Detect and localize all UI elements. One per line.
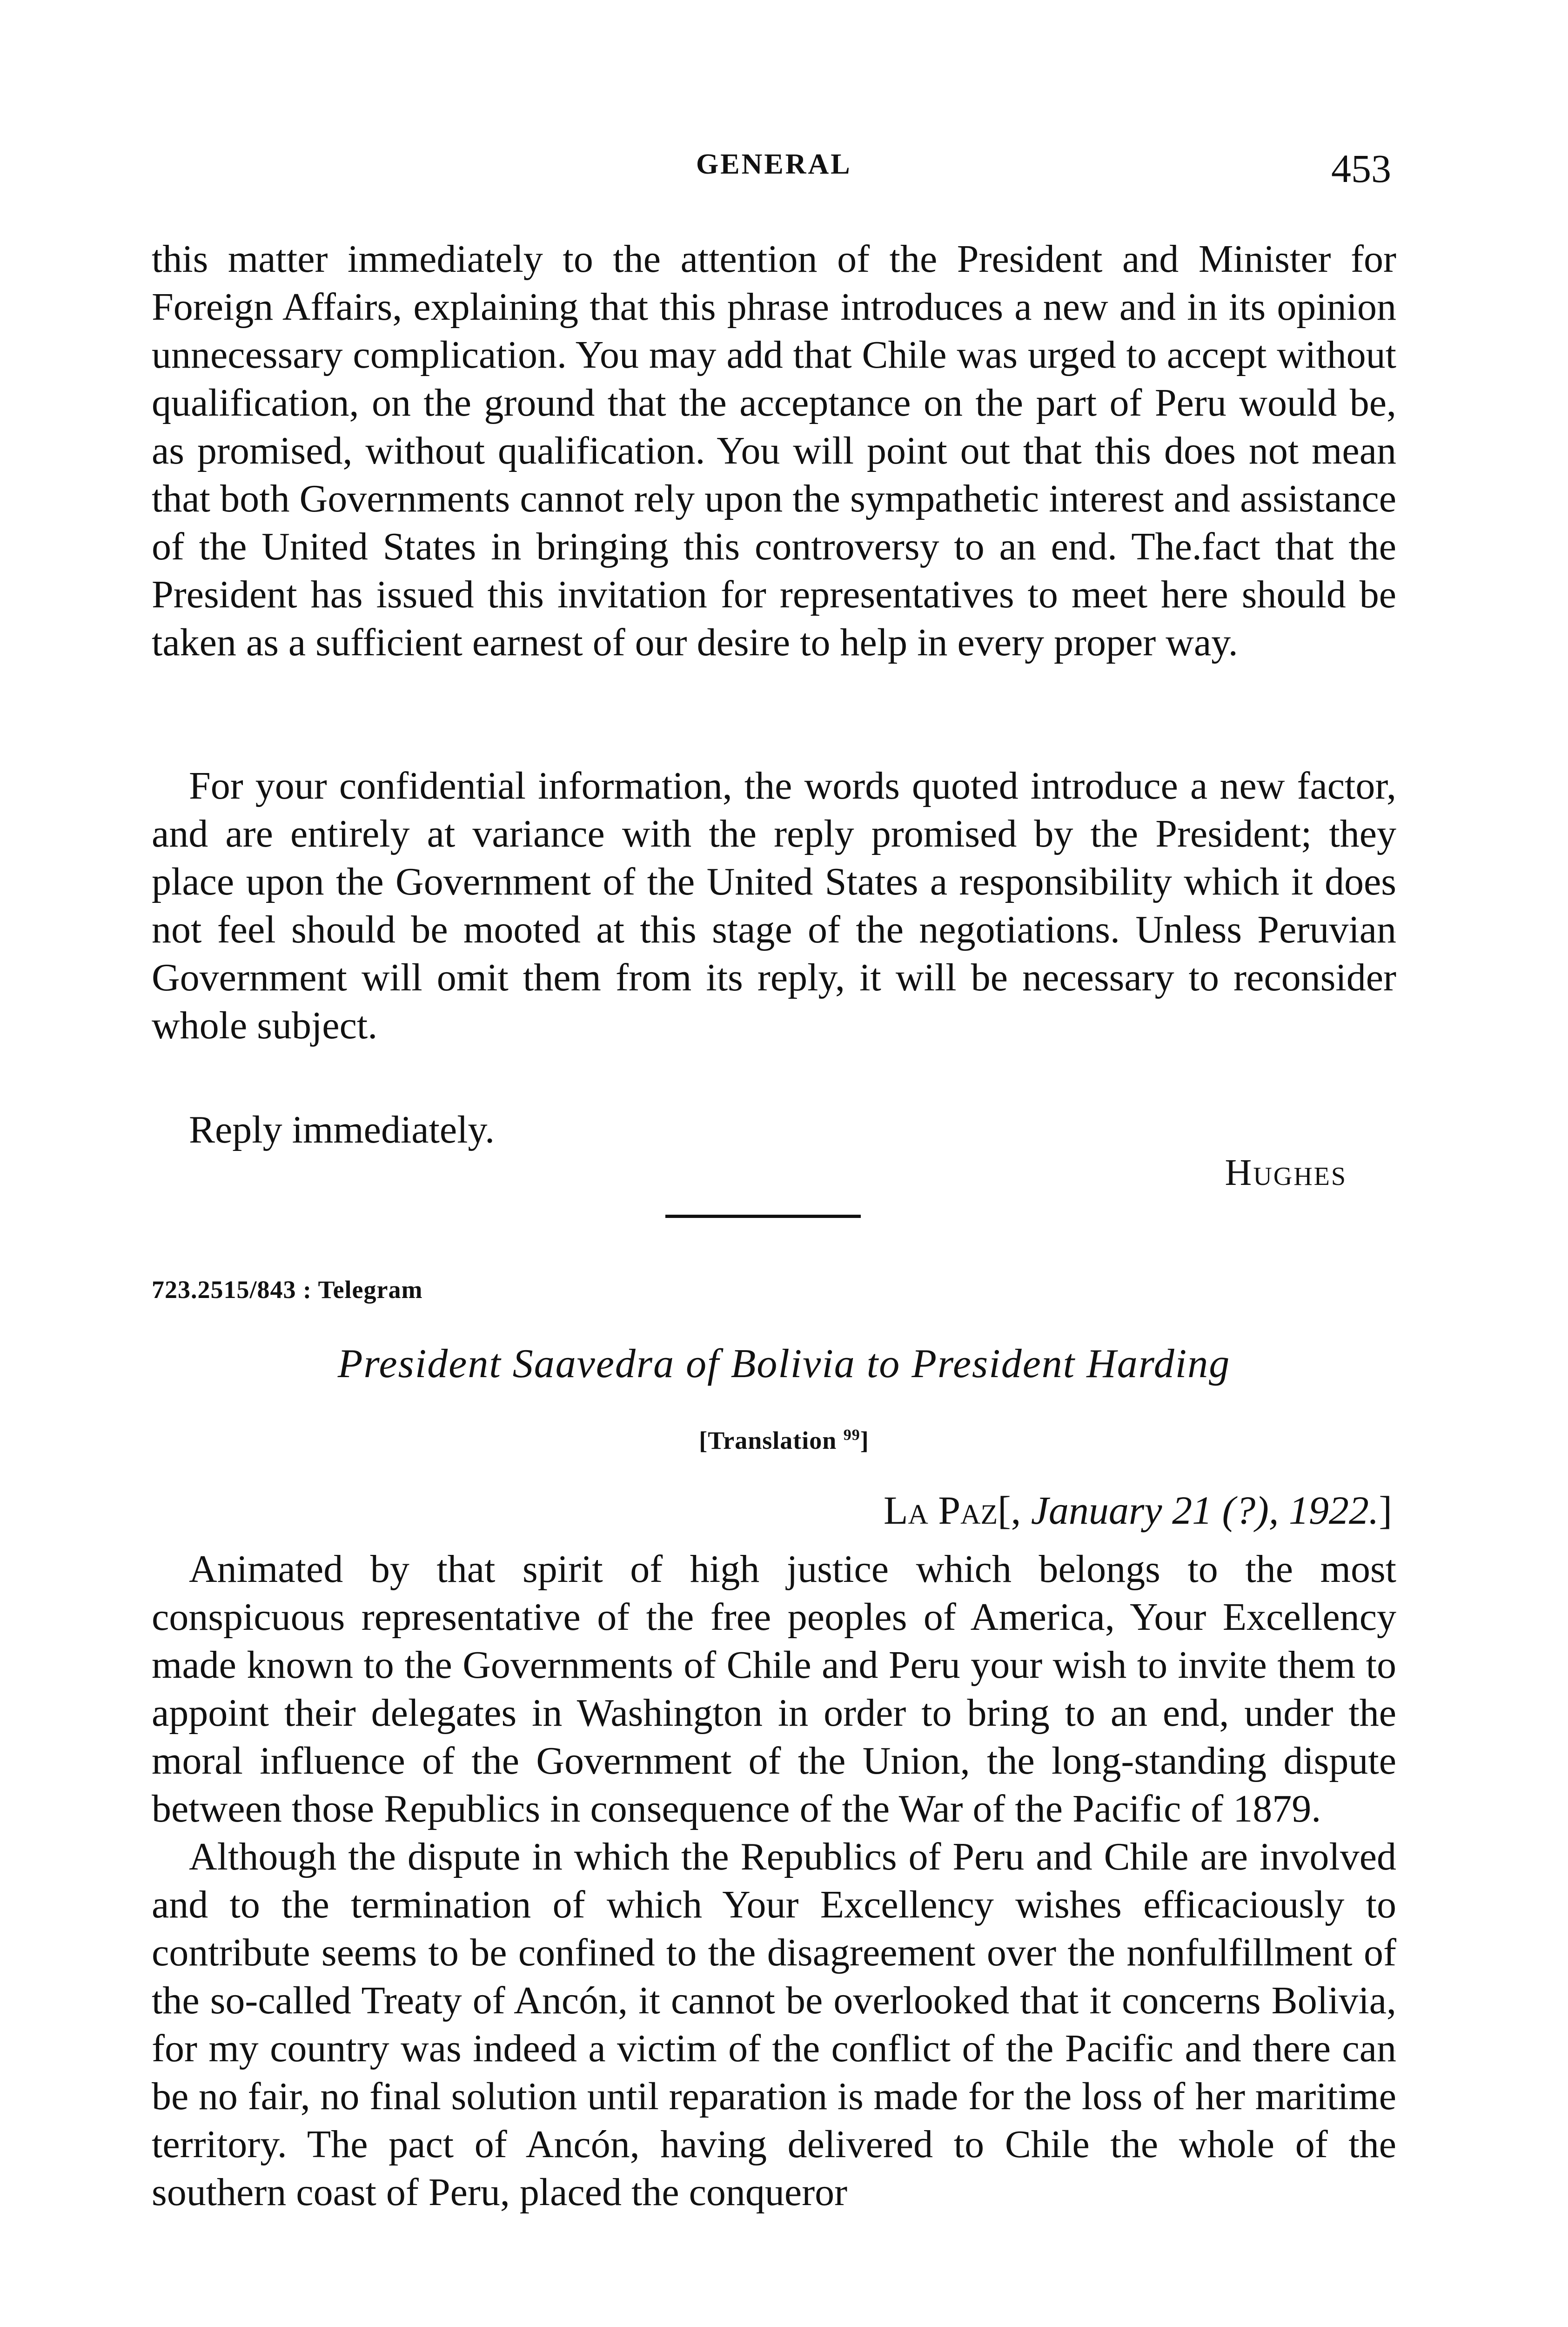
footnote-ref: 99 (843, 1426, 860, 1444)
telegram-paragraph-1 (152, 235, 1396, 666)
dateline-place: La Paz (883, 1488, 998, 1533)
signature-hughes: Hughes (1225, 1152, 1347, 1193)
letter-paragraph-1: Animated by that spirit of high justice which belongs to the most conspicuous representative of the free peoples of America, Your Excellency made known to the Governments of Chile and Peru your wish to invite them to appoint their delegates in Washington in order to bring to an end, under the moral influence of the Government of the Union, the long-standing dispute between those Republics in consequence of the War of the Pacific of 1879. (152, 1547, 1396, 1830)
telegram-paragraph-3 (152, 1106, 1396, 1154)
telegram-paragraph-2 (152, 762, 1396, 1049)
paragraph-text: Reply immediately. (189, 1108, 495, 1151)
letter-paragraph-2: Although the dispute in which the Republics of Peru and Chile are involved and to the termination of which Your Excellency wishes efficaciously to contribute seems to be confined to the disagreement over the nonfulfillment of the so-called Treaty of Ancón, it cannot be overlooked that it concerns Bolivia, for my country was indeed a victim of the conflict of the Pacific and there can be no fair, no final solution until reparation is made for the loss of her maritime territory. The pact of Ancón, having delivered to Chile the whole of the southern coast of Peru, placed the conqueror (152, 1835, 1396, 2214)
paragraph-text: For your confidential information, the words quoted introduce a new factor, and are entirely at variance with the reply promised by the President; they place upon the Government of the United States a responsibility which it does not feel should be mooted at this stage of the negotiations. Unless Peruvian Government will omit them from its reply, it will be necessary to reconsider whole subject. (152, 764, 1396, 1047)
translation-close: ] (860, 1426, 869, 1454)
document-title: President Saavedra of Bolivia to President Harding (337, 1341, 1231, 1386)
section-divider (665, 1215, 861, 1218)
paragraph-text: this matter immediately to the attention of the President and Minister for Foreign Affairs, explaining that this phrase introduces a new and in its opinion unnecessary complication. You may add that Chile was urged to accept without qualification, on the ground that the acceptance on the part of Peru would be, as promised, without qualification. You will point out that this does not mean that both Governments cannot rely upon the sympathetic interest and assistance of the United States in bringing this controversy to an end. The.fact that the President has issued this invitation for representatives to meet here should be taken as a sufficient earnest of our desire to help in every proper way. (152, 237, 1396, 664)
dateline (884, 1487, 1392, 1533)
running-head: GENERAL (696, 148, 852, 180)
dateline-bracket-close: ] (1379, 1488, 1392, 1533)
letter-body (152, 1545, 1396, 2216)
translation-label: [Translation (699, 1426, 837, 1454)
page-number: 453 (1331, 146, 1391, 191)
file-reference: 723.2515/843 : Telegram (152, 1276, 423, 1304)
dateline-date: January 21 (?), 1922. (1031, 1488, 1379, 1533)
translation-note (0, 1426, 1568, 1455)
dateline-bracket-open: [, (998, 1488, 1031, 1533)
